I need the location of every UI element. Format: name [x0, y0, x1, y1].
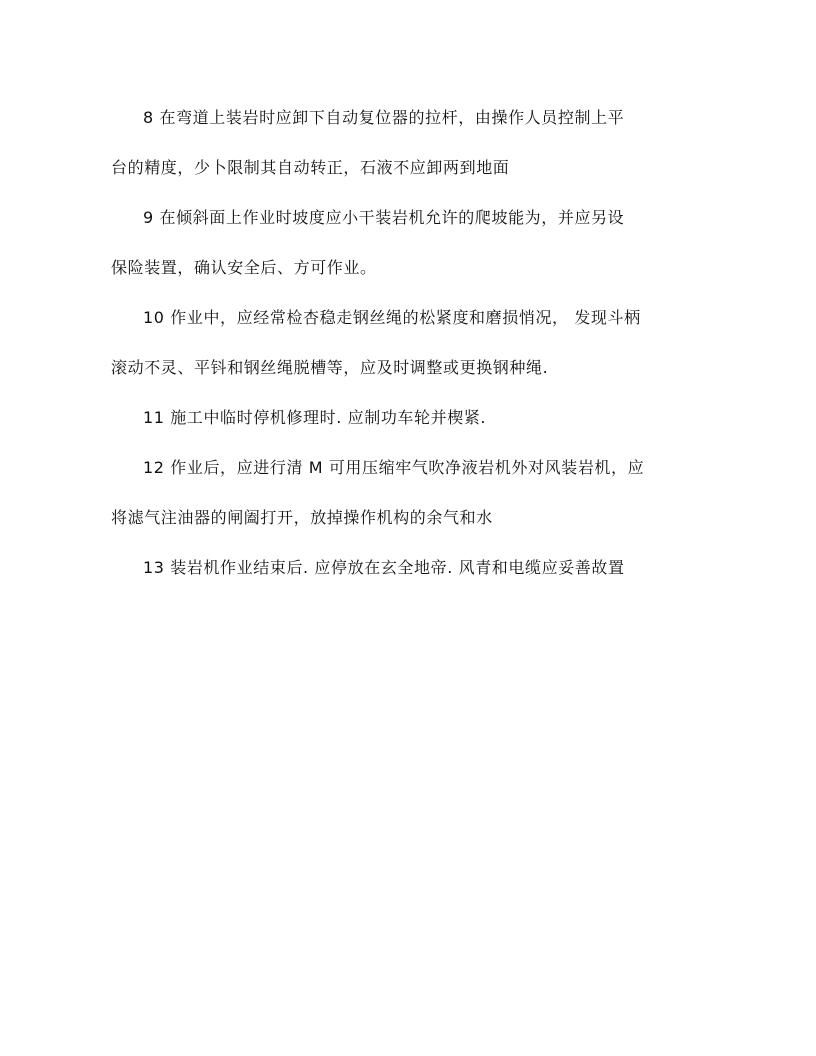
paragraph-11: [111, 393, 711, 443]
paragraph-line: 保险装置，确认安全后、方可作业。: [111, 258, 377, 277]
paragraph-10: [111, 293, 711, 393]
paragraph-8: [111, 93, 711, 193]
paragraph-line: 12 作业后，应进行清 M 可用压缩牢气吹净液岩机外对风装岩机，应: [143, 458, 645, 477]
paragraph-12: [111, 443, 711, 543]
paragraph-line: 10 作业中，应经常检杏稳走钢丝绳的松紧度和磨损悄况， 发现斗柄: [143, 308, 641, 327]
paragraph-9: [111, 193, 711, 293]
paragraph-line: 台的精度，少卜限制其自动转正，石液不应卸两到地面: [111, 158, 510, 177]
document-body: [111, 93, 711, 593]
paragraph-line: 8 在弯道上装岩时应卸下自动复位器的拉杆，由操作人员控制上平: [143, 108, 625, 127]
paragraph-line: 将滤气注油器的闸阖打开，放掉操作机构的余气和水: [111, 508, 493, 527]
paragraph-line: 13 装岩机作业结束后. 应停放在玄全地帝. 风青和电缆应妥善故置: [143, 558, 625, 577]
paragraph-line: 9 在倾斜面上作业时坡度应小干装岩机允许的爬坡能为，并应另设: [143, 208, 625, 227]
paragraph-13: [111, 543, 711, 593]
paragraph-line: 11 施工中临时停机修理时. 应制功车轮并楔紧.: [143, 408, 487, 427]
paragraph-line: 滚动不灵、平钭和钢丝绳脱槽等，应及时调整或更换钢种绳.: [111, 358, 549, 377]
